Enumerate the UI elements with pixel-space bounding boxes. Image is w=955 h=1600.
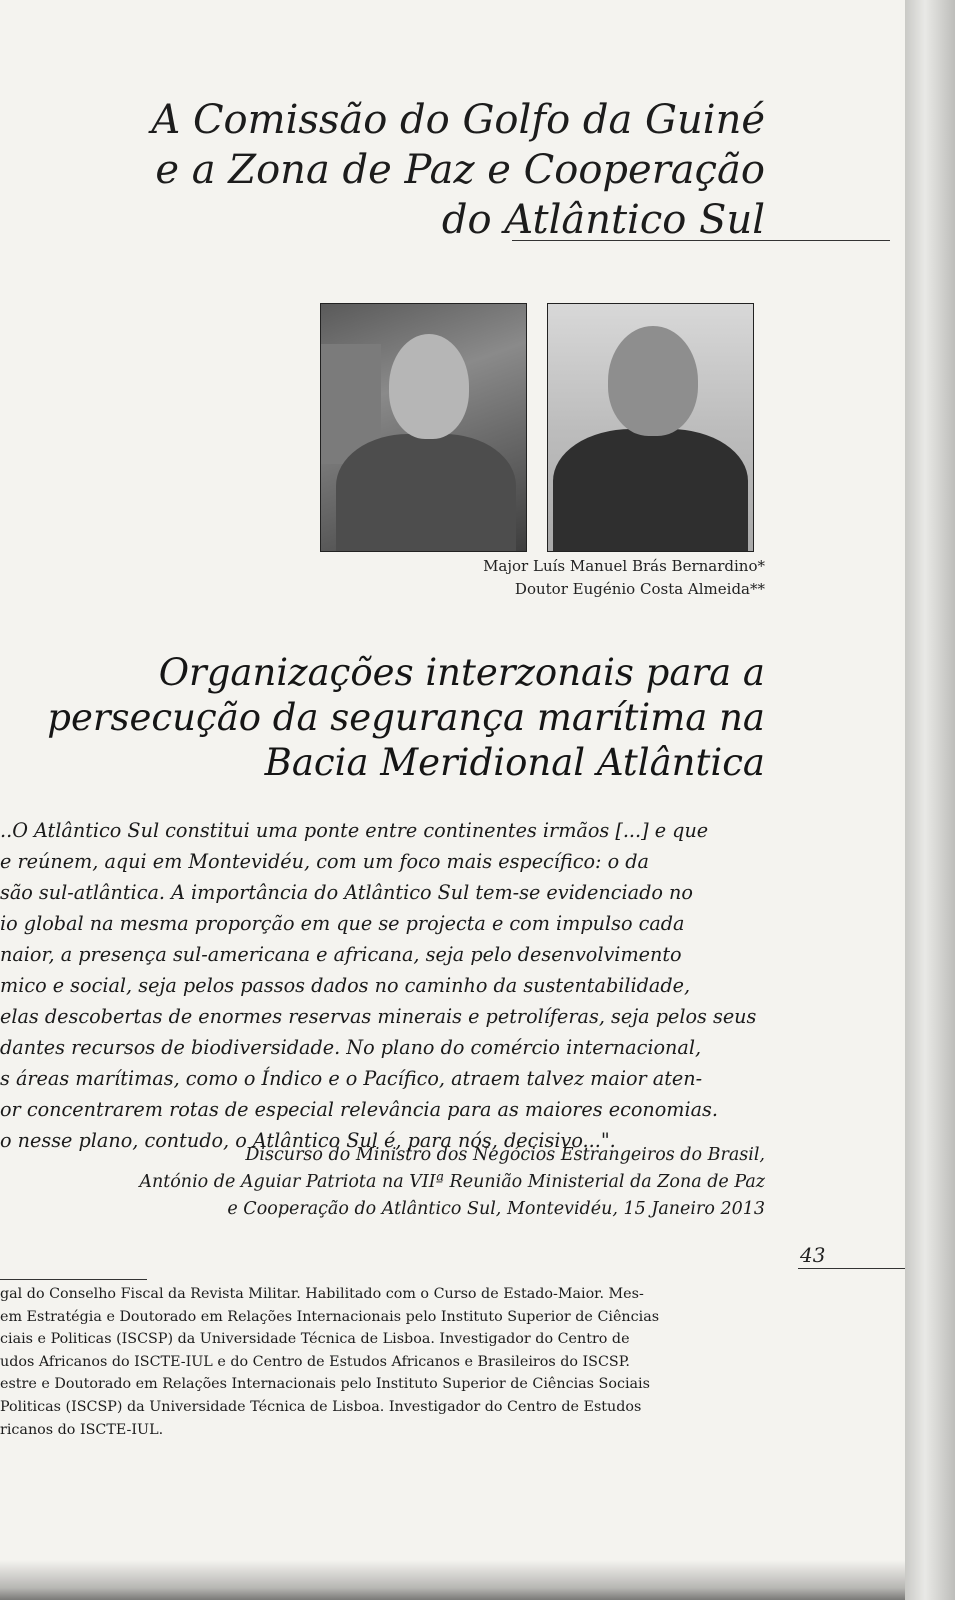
author-name: Doutor Eugénio Costa Almeida** — [514, 580, 765, 598]
author-photo-almeida — [547, 303, 754, 552]
section-title-rule — [512, 240, 890, 241]
footnote-line: ricanos do ISCTE-IUL. — [0, 1421, 164, 1438]
page-number: 43 — [800, 1243, 826, 1267]
attribution-line: António de Aguiar Patriota na VIIª Reunião Ministerial da Zona de Paz — [139, 1172, 765, 1192]
quote-line: são sul-atlântica. A importância do Atlântico Sul tem-se evidenciado no — [0, 881, 693, 904]
quote-line: mico e social, seja pelos passos dados no caminho da sustentabilidade, — [0, 974, 691, 997]
footnote-rule — [0, 1279, 147, 1280]
quote-line: io global na mesma proporção em que se projecta e com impulso cada — [0, 912, 685, 935]
quote-line: o nesse plano, contudo, o Atlântico Sul é, para nós, decisivo...". — [0, 1129, 616, 1152]
page-number-rule — [798, 1268, 905, 1269]
section-title-line: A Comissão do Golfo da Guiné — [151, 97, 765, 143]
page-edge — [905, 0, 955, 1600]
quote-line: s áreas marítimas, como o Índico e o Pacífico, atraem talvez maior aten- — [0, 1067, 703, 1090]
footnotes — [0, 1283, 770, 1441]
quote-line: ..O Atlântico Sul constitui uma ponte entre continentes irmãos [...] e que — [0, 819, 709, 842]
attribution-line: e Cooperação do Atlântico Sul, Montevidéu, 15 Janeiro 2013 — [227, 1199, 765, 1219]
author-names — [483, 555, 765, 601]
epigraph-attribution — [139, 1142, 765, 1223]
attribution-line: Discurso do Ministro dos Negócios Estrangeiros do Brasil, — [245, 1145, 765, 1165]
quote-line: or concentrarem rotas de especial relevância para as maiores economias. — [0, 1098, 719, 1121]
footnote-line: estre e Doutorado em Relações Internacionais pelo Instituto Superior de Ciências Sociais — [0, 1376, 650, 1393]
footnote-line: udos Africanos do ISCTE-IUL e do Centro de Estudos Africanos e Brasileiros do ISCSP. — [0, 1353, 630, 1370]
epigraph-quote — [0, 815, 780, 1156]
article-title-line: Organizações interzonais para a — [158, 651, 765, 694]
section-title — [45, 95, 765, 245]
head-shape — [608, 326, 698, 436]
head-shape — [389, 334, 469, 439]
uniform-shape — [336, 434, 516, 552]
quote-line: naior, a presença sul-americana e africana, seja pelo desenvolvimento — [0, 943, 682, 966]
footnote-line: gal do Conselho Fiscal da Revista Militar. Habilitado com o Curso de Estado-Maior. Mes- — [0, 1286, 644, 1302]
section-title-line: do Atlântico Sul — [441, 197, 765, 243]
footnote-line: Politicas (ISCSP) da Universidade Técnica de Lisboa. Investigador do Centro de Estudos — [0, 1398, 642, 1415]
article-title-line: persecução da segurança marítima na — [47, 696, 765, 739]
scan-shadow — [0, 1560, 905, 1600]
article-title — [0, 650, 765, 785]
quote-line: e reúnem, aqui em Montevidéu, com um foco mais específico: o da — [0, 850, 649, 873]
quote-line: elas descobertas de enormes reservas minerais e petrolíferas, seja pelos seus — [0, 1005, 757, 1028]
article-title-line: Bacia Meridional Atlântica — [264, 741, 765, 784]
suit-shape — [553, 429, 748, 552]
footnote-line: em Estratégia e Doutorado em Relações Internacionais pelo Instituto Superior de Ciências — [0, 1308, 660, 1325]
quote-line: dantes recursos de biodiversidade. No plano do comércio internacional, — [0, 1036, 702, 1059]
footnote-line: ciais e Politicas (ISCSP) da Universidade Técnica de Lisboa. Investigador do Centro de — [0, 1331, 630, 1348]
author-photo-bernardino — [320, 303, 527, 552]
author-name: Major Luís Manuel Brás Bernardino* — [483, 557, 765, 575]
section-title-line: e a Zona de Paz e Cooperação — [155, 147, 765, 193]
